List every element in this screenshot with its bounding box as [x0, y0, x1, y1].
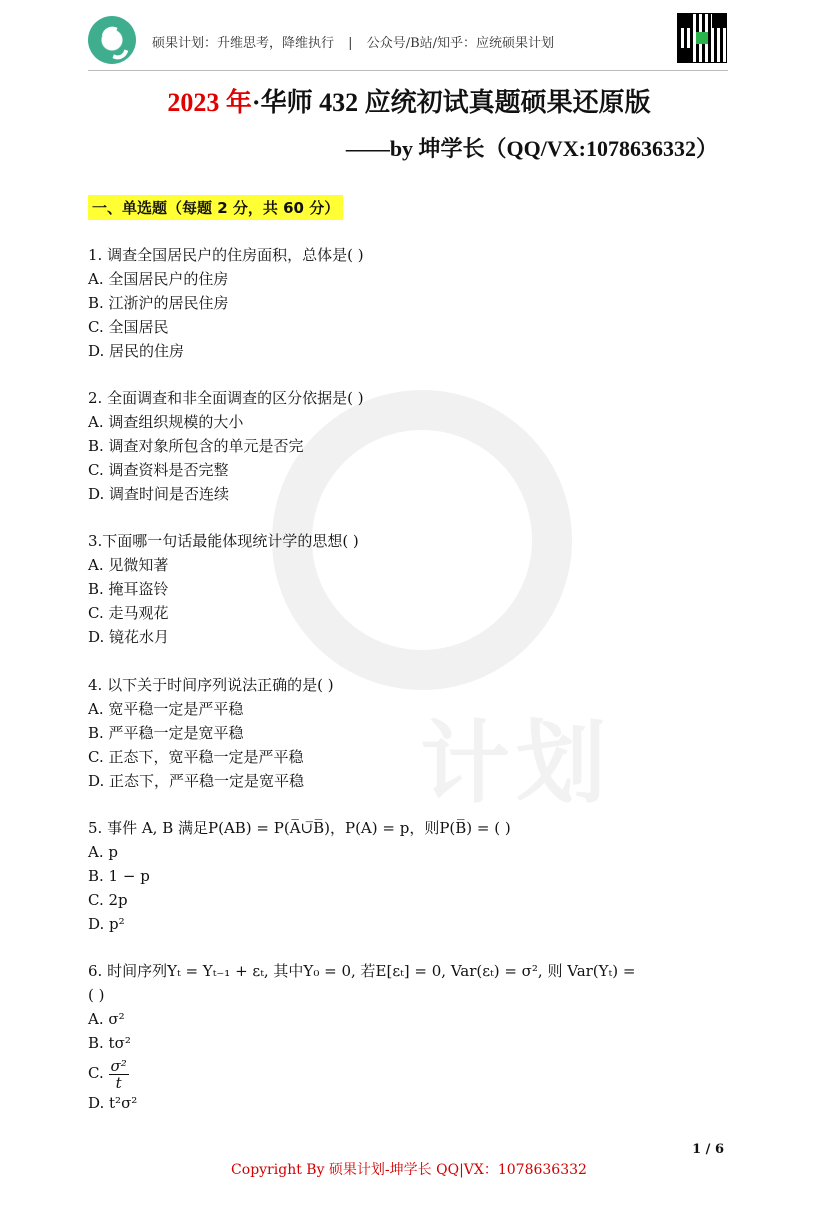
option-c: C. 正态下，宽平稳一定是严平稳: [88, 748, 304, 766]
option-d: D. 居民的住房: [88, 342, 185, 360]
option-a: A. 见微知著: [88, 556, 169, 574]
option-b: B. 1 − p: [88, 867, 150, 885]
question-stem: 1. 调查全国居民户的住房面积，总体是( ): [88, 246, 364, 264]
option-d: D. t²σ²: [88, 1094, 138, 1112]
title-rest: ·华师 432 应统初试真题硕果还原版: [251, 88, 651, 117]
shuoguo-logo-icon: [88, 16, 136, 64]
question-6: [88, 959, 635, 1115]
option-a: A. σ²: [88, 1010, 125, 1028]
question-1: [88, 243, 364, 363]
option-d: D. p²: [88, 915, 125, 933]
fraction-numerator: σ²: [110, 1056, 127, 1075]
question-stem-continued: ( ): [88, 986, 105, 1004]
option-c-label: C.: [88, 1064, 104, 1082]
header-separator: |: [348, 36, 353, 51]
page-title: [0, 82, 818, 119]
question-5: [88, 816, 511, 936]
watermark-text: 计划: [420, 711, 612, 816]
header-right-text: 公众号/B站/知乎：应统硕果计划: [366, 36, 555, 51]
option-a: A. 全国居民户的住房: [88, 270, 229, 288]
option-a: A. 宽平稳一定是严平稳: [88, 700, 244, 718]
option-b: B. 严平稳一定是宽平稳: [88, 724, 244, 742]
header-text: [152, 32, 554, 51]
page-subtitle: ——by 坤学长（QQ/VX:1078636332）: [345, 136, 718, 161]
header-bar: [88, 14, 728, 70]
question-stem: 5. 事件 A, B 满足P(AB) = P(A̅∪̅B̅)，P(A) = p，则P(B̅) = ( ): [88, 819, 511, 837]
option-c: C. 2p: [88, 891, 128, 909]
option-c: C. 走马观花: [88, 604, 169, 622]
option-c: C. 全国居民: [88, 318, 169, 336]
question-stem: 4. 以下关于时间序列说法正确的是( ): [88, 676, 334, 694]
option-d: D. 镜花水月: [88, 628, 170, 646]
question-4: [88, 673, 334, 793]
option-a: A. 调查组织规模的大小: [88, 413, 244, 431]
qr-code-icon: [678, 14, 726, 62]
section-heading: 一、单选题（每题 2 分，共 60 分）: [88, 195, 343, 220]
title-year: 2023 年: [167, 88, 252, 117]
page-footer: Copyright By 硕果计划-坤学长 QQ|VX：1078636332: [231, 1162, 587, 1178]
question-2: [88, 386, 364, 506]
question-stem: 3.下面哪一句话最能体现统计学的思想( ): [88, 532, 359, 550]
fraction-denominator: t: [115, 1073, 122, 1092]
option-d: D. 调查时间是否连续: [88, 485, 230, 503]
option-d: D. 正态下，严平稳一定是宽平稳: [88, 772, 305, 790]
question-3: [88, 529, 359, 649]
option-c: [88, 1055, 635, 1091]
page-number: 1 / 6: [692, 1142, 724, 1157]
option-b: B. tσ²: [88, 1034, 131, 1052]
option-a: A. p: [88, 843, 118, 861]
question-stem: 6. 时间序列Yₜ = Yₜ₋₁ + εₜ, 其中Y₀ = 0, 若E[εₜ] = 0, Var(εₜ) = σ², 则 Var(Yₜ) =: [88, 962, 636, 980]
header-left-text: 硕果计划：升维思考，降维执行: [152, 36, 335, 51]
header-divider: [88, 70, 728, 71]
question-stem: 2. 全面调查和非全面调查的区分依据是( ): [88, 389, 364, 407]
option-b: B. 掩耳盗铃: [88, 580, 169, 598]
option-b: B. 江浙沪的居民住房: [88, 294, 229, 312]
option-b: B. 调查对象所包含的单元是否完: [88, 437, 304, 455]
option-c: C. 调查资料是否完整: [88, 461, 229, 479]
option-c-fraction: [109, 1058, 129, 1091]
